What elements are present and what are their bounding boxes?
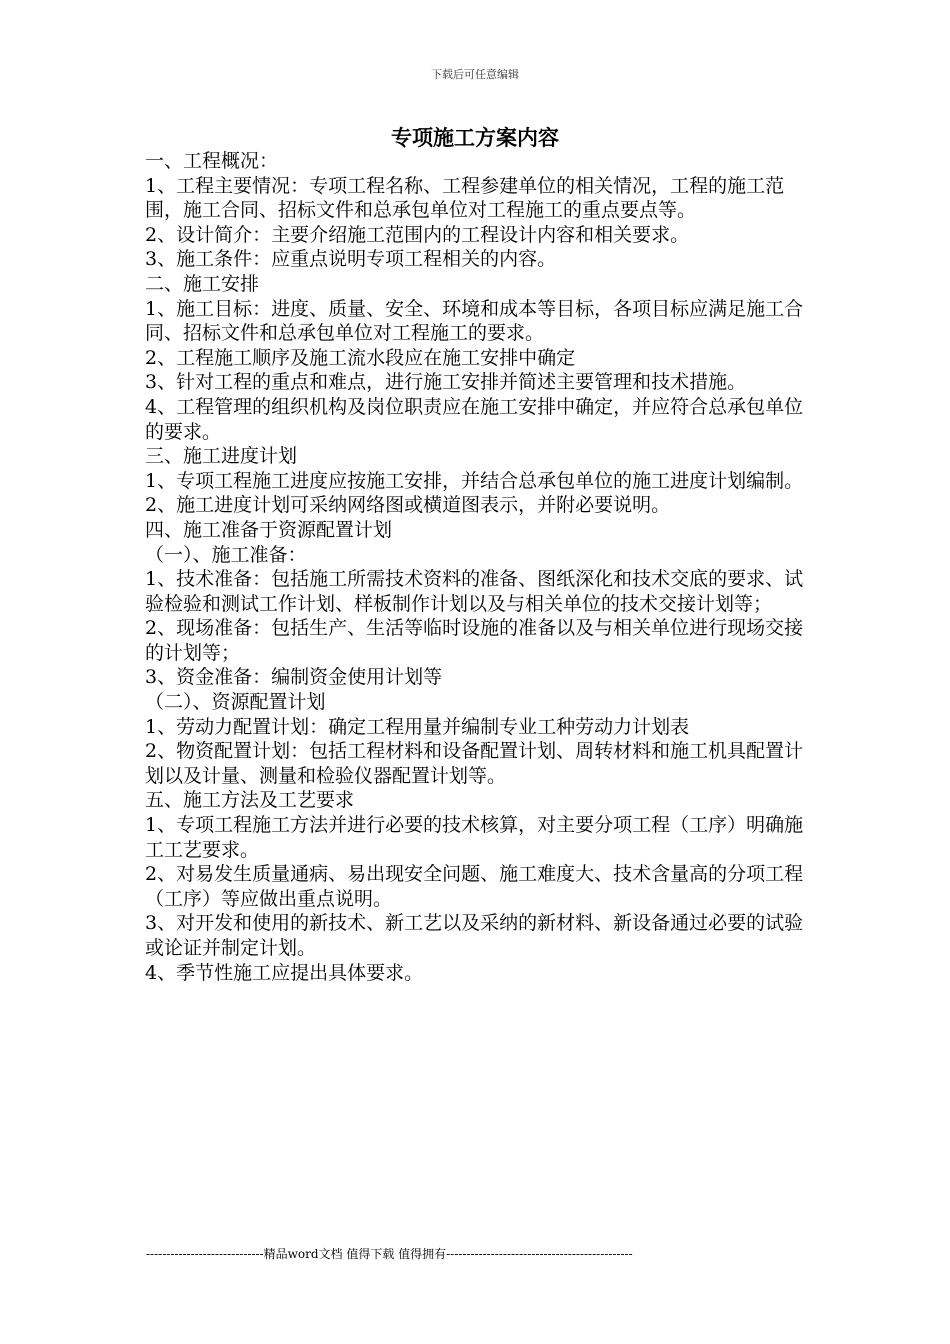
paragraph: 4、季节性施工应提出具体要求。 (145, 961, 424, 984)
paragraph: 2、物资配置计划：包括工程材料和设备配置计划、周转材料和施工机具配置计划以及计量、测量和检验仪器配置计划等。 (145, 740, 804, 787)
section-heading-arrangement: 二、施工安排 (145, 272, 260, 295)
section-heading-methods: 五、施工方法及工艺要求 (145, 789, 355, 812)
paragraph: 1、技术准备：包括施工所需技术资料的准备、图纸深化和技术交底的要求、试验检验和测试工作计划、样板制作计划以及与相关单位的技术交接计划等； (145, 568, 804, 615)
paragraph: 2、现场准备：包括生产、生活等临时设施的准备以及与相关单位进行现场交接的计划等； (145, 617, 804, 664)
paragraph: 2、施工进度计划可采纳网络图或横道图表示，并附必要说明。 (145, 494, 671, 517)
paragraph: 2、对易发生质量通病、易出现安全问题、施工难度大、技术含量高的分项工程（工序）等应做出重点说明。 (145, 863, 804, 910)
paragraph: 1、专项工程施工进度应按施工安排，并结合总承包单位的施工进度计划编制。 (145, 469, 804, 492)
section-heading-schedule: 三、施工进度计划 (145, 445, 298, 468)
page-footer-note: -----------------------------精品word文档 值得下载 值得拥有---------------------------------------------- (146, 1247, 633, 1261)
paragraph: 2、设计简介：主要介绍施工范围内的工程设计内容和相关要求。 (145, 223, 690, 246)
paragraph: 3、针对工程的重点和难点，进行施工安排并简述主要管理和技术措施。 (145, 371, 747, 394)
paragraph: 3、对开发和使用的新技术、新工艺以及采纳的新材料、新设备通过必要的试验或论证并制定计划。 (145, 912, 804, 959)
paragraph: 4、工程管理的组织机构及岗位职责应在施工安排中确定，并应符合总承包单位的要求。 (145, 395, 804, 443)
paragraph: 2、工程施工顺序及施工流水段应在施工安排中确定 (145, 346, 576, 369)
document-body (145, 149, 807, 985)
paragraph: 3、资金准备：编制资金使用计划等 (145, 666, 443, 689)
paragraph: 1、劳动力配置计划：确定工程用量并编制专业工种劳动力计划表 (145, 715, 690, 738)
section-heading-preparation: 四、施工准备于资源配置计划 (145, 518, 393, 541)
paragraph: 1、专项工程施工方法并进行必要的技术核算，对主要分项工程（工序）明确施工工艺要求。 (145, 814, 804, 861)
subsection-heading: （二）、资源配置计划 (145, 691, 326, 714)
paragraph: 1、工程主要情况：专项工程名称、工程参建单位的相关情况，工程的施工范围，施工合同、招标文件和总承包单位对工程施工的重点要点等。 (145, 174, 785, 222)
paragraph: 3、施工条件：应重点说明专项工程相关的内容。 (145, 248, 557, 271)
paragraph: 1、施工目标：进度、质量、安全、环境和成本等目标，各项目标应满足施工合同、招标文件和总承包单位对工程施工的要求。 (145, 297, 804, 345)
page-header-note: 下载后可任意编辑 (431, 68, 519, 81)
subsection-heading: （一）、施工准备： (145, 543, 307, 566)
section-heading-overview: 一、工程概况： (145, 150, 279, 172)
document-title: 专项施工方案内容 (391, 125, 559, 150)
